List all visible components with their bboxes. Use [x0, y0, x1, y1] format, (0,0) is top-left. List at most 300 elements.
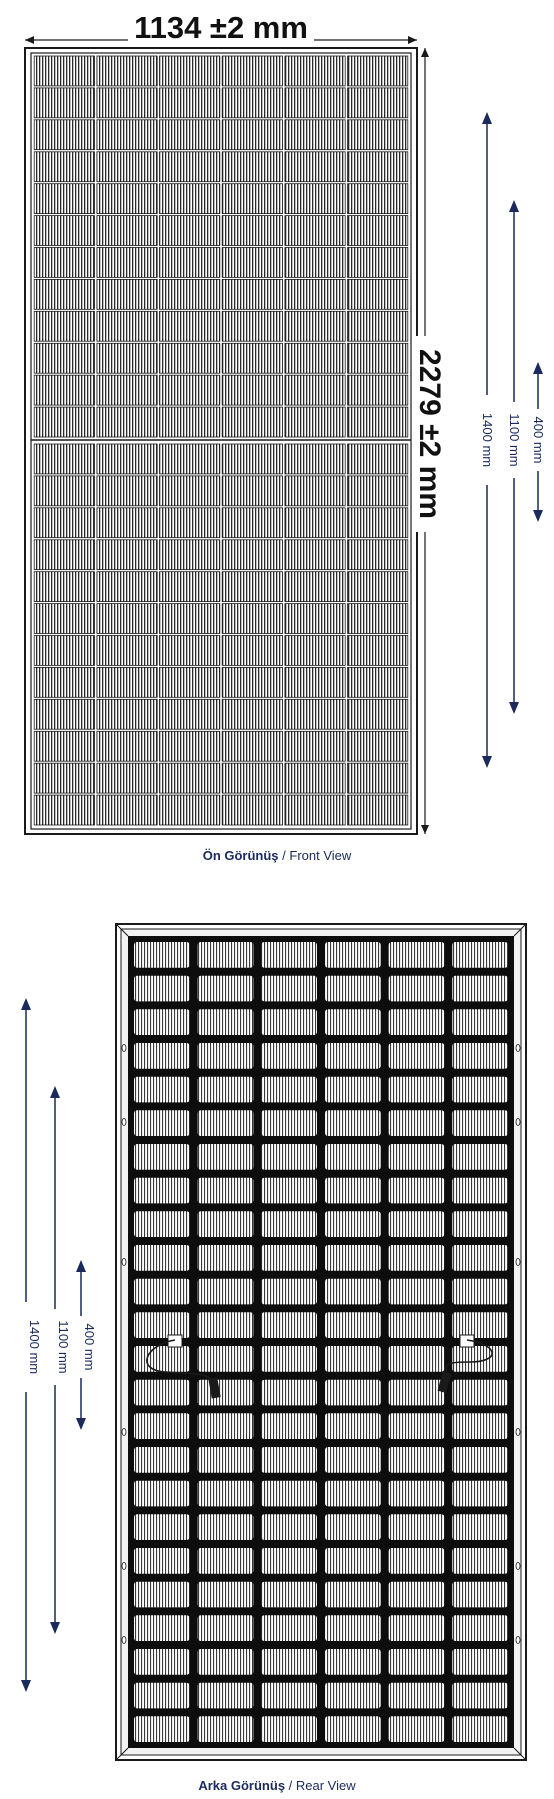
rear-view	[18, 924, 526, 1760]
rear-cell	[261, 1346, 317, 1372]
rear-cell	[198, 1178, 254, 1204]
rear-cell	[198, 1548, 254, 1574]
rear-cell	[198, 1043, 254, 1069]
front-cell	[34, 88, 94, 118]
rear-cell	[389, 1615, 445, 1641]
front-cell	[222, 56, 282, 86]
front-caption-sep: /	[278, 848, 290, 863]
rear-cell	[325, 1178, 381, 1204]
front-cell	[97, 311, 157, 341]
rear-cell	[389, 1447, 445, 1473]
rear-cell	[198, 1312, 254, 1338]
front-dim-1100	[506, 200, 522, 714]
front-cell	[160, 636, 220, 666]
front-cell	[34, 731, 94, 761]
rear-dim-400-label: 400 mm	[82, 1323, 97, 1371]
front-cell	[285, 248, 345, 278]
mounting-hole	[122, 1259, 126, 1266]
rear-cell	[261, 1481, 317, 1507]
rear-cell	[134, 1043, 190, 1069]
rear-cell	[325, 1514, 381, 1540]
front-cell	[97, 407, 157, 437]
rear-cell	[198, 1077, 254, 1103]
front-height-label: 2279 ±2 mm	[413, 349, 446, 519]
front-cell	[97, 636, 157, 666]
rear-cell	[134, 1514, 190, 1540]
front-cell	[34, 343, 94, 373]
front-cell	[97, 508, 157, 538]
rear-cell	[134, 1178, 190, 1204]
front-cell	[34, 795, 94, 825]
mounting-hole	[122, 1563, 126, 1570]
rear-cell	[134, 1279, 190, 1305]
rear-cell	[198, 1683, 254, 1709]
front-cell	[34, 216, 94, 246]
front-cell	[34, 699, 94, 729]
front-cell	[348, 311, 408, 341]
rear-dim-1400	[18, 998, 42, 1692]
front-cell	[34, 540, 94, 570]
front-cell	[348, 699, 408, 729]
rear-cell	[261, 1077, 317, 1103]
rear-cell	[198, 1514, 254, 1540]
front-cell	[160, 604, 220, 634]
rear-cell	[452, 1481, 508, 1507]
rear-cell	[198, 1380, 254, 1406]
front-cell	[222, 667, 282, 697]
front-cell	[222, 540, 282, 570]
rear-dim-1100-label: 1100 mm	[56, 1320, 71, 1374]
rear-cell	[325, 1077, 381, 1103]
rear-cell	[389, 1178, 445, 1204]
mounting-hole	[122, 1045, 126, 1052]
rear-cell	[389, 1716, 445, 1742]
front-cell	[222, 407, 282, 437]
front-cell	[285, 731, 345, 761]
rear-cell	[325, 1144, 381, 1170]
rear-cell	[261, 976, 317, 1002]
front-cell	[348, 279, 408, 309]
rear-cell	[134, 1582, 190, 1608]
front-cell	[285, 88, 345, 118]
front-cell	[285, 279, 345, 309]
rear-cell	[389, 1245, 445, 1271]
front-cell	[160, 152, 220, 182]
rear-cell	[134, 1245, 190, 1271]
rear-cell	[325, 1279, 381, 1305]
front-cell	[285, 699, 345, 729]
rear-cell	[134, 1144, 190, 1170]
mounting-hole	[122, 1119, 126, 1126]
front-cell	[348, 444, 408, 474]
rear-cell	[452, 1615, 508, 1641]
front-cell	[34, 152, 94, 182]
rear-cell	[325, 976, 381, 1002]
rear-cell	[325, 1716, 381, 1742]
front-cell	[97, 540, 157, 570]
front-cell	[97, 56, 157, 86]
rear-cell	[134, 1683, 190, 1709]
front-cell	[160, 407, 220, 437]
front-cell	[97, 152, 157, 182]
front-cell	[285, 311, 345, 341]
rear-cell	[389, 1043, 445, 1069]
rear-cell	[452, 1077, 508, 1103]
rear-cell	[389, 942, 445, 968]
rear-cell	[198, 1245, 254, 1271]
front-cell	[160, 120, 220, 150]
front-cell	[285, 216, 345, 246]
front-cell	[222, 795, 282, 825]
rear-cell	[261, 1009, 317, 1035]
front-cell	[97, 795, 157, 825]
front-cell	[34, 476, 94, 506]
rear-cell	[452, 1279, 508, 1305]
rear-cell	[198, 1481, 254, 1507]
front-cell	[97, 763, 157, 793]
front-cell	[160, 540, 220, 570]
rear-cell	[325, 1245, 381, 1271]
rear-cell	[261, 1716, 317, 1742]
front-cell	[34, 120, 94, 150]
front-cell	[222, 120, 282, 150]
rear-cell	[134, 1716, 190, 1742]
rear-cell	[261, 1279, 317, 1305]
front-cell	[348, 795, 408, 825]
rear-cell	[261, 1582, 317, 1608]
front-cell	[97, 375, 157, 405]
rear-cell	[389, 1481, 445, 1507]
rear-cell	[389, 1110, 445, 1136]
front-cell	[160, 375, 220, 405]
rear-cell	[261, 1447, 317, 1473]
front-view-caption	[0, 848, 554, 863]
rear-cell	[261, 1649, 317, 1675]
rear-cell	[389, 1211, 445, 1237]
front-cell	[222, 731, 282, 761]
rear-cell	[325, 1548, 381, 1574]
front-cell	[97, 120, 157, 150]
front-cell	[222, 279, 282, 309]
front-cell	[160, 476, 220, 506]
front-cell	[222, 184, 282, 214]
rear-cell	[325, 1211, 381, 1237]
rear-dim-400	[73, 1260, 97, 1430]
rear-cell	[389, 976, 445, 1002]
rear-cell	[325, 1380, 381, 1406]
rear-cell	[261, 1312, 317, 1338]
rear-cell	[389, 1548, 445, 1574]
front-cell	[34, 248, 94, 278]
front-caption-en: Front View	[289, 848, 352, 863]
front-cell	[34, 636, 94, 666]
front-cell	[34, 444, 94, 474]
rear-cell	[134, 1447, 190, 1473]
front-cell	[97, 444, 157, 474]
rear-cell	[389, 1144, 445, 1170]
front-cell	[34, 56, 94, 86]
rear-view-caption	[0, 1778, 554, 1793]
front-width-dimension	[25, 10, 417, 46]
rear-cell	[452, 942, 508, 968]
front-cell	[348, 540, 408, 570]
front-cell	[348, 731, 408, 761]
rear-cell	[198, 1649, 254, 1675]
front-cell	[285, 56, 345, 86]
rear-cell	[325, 1413, 381, 1439]
rear-cell	[452, 1649, 508, 1675]
rear-cell	[389, 1009, 445, 1035]
rear-cell	[452, 1683, 508, 1709]
front-cell	[97, 731, 157, 761]
rear-cell	[134, 1481, 190, 1507]
front-cell	[97, 216, 157, 246]
rear-cell	[452, 1178, 508, 1204]
front-cell	[160, 279, 220, 309]
rear-cell	[134, 1009, 190, 1035]
rear-cell	[261, 1245, 317, 1271]
front-caption-tr: Ön Görünüş	[202, 848, 279, 863]
rear-cell	[452, 1413, 508, 1439]
front-cell	[160, 795, 220, 825]
front-cell	[285, 572, 345, 602]
rear-cell	[261, 1615, 317, 1641]
rear-cell	[325, 1447, 381, 1473]
rear-cell	[261, 1043, 317, 1069]
front-cell	[160, 508, 220, 538]
rear-cell	[452, 1211, 508, 1237]
mounting-hole	[516, 1045, 520, 1052]
front-cell	[34, 572, 94, 602]
rear-cell	[134, 1615, 190, 1641]
front-cell	[348, 763, 408, 793]
rear-cell	[134, 942, 190, 968]
rear-cell	[261, 1178, 317, 1204]
rear-cell	[134, 1346, 190, 1372]
front-cell	[348, 120, 408, 150]
rear-cell	[452, 1346, 508, 1372]
rear-cell	[325, 1615, 381, 1641]
rear-cell	[261, 1548, 317, 1574]
rear-cell	[452, 1582, 508, 1608]
front-cell	[34, 407, 94, 437]
rear-cell	[261, 1413, 317, 1439]
front-cell	[222, 311, 282, 341]
front-cell	[160, 699, 220, 729]
rear-cell	[134, 1649, 190, 1675]
rear-cell	[325, 1649, 381, 1675]
mounting-hole	[516, 1637, 520, 1644]
rear-cell	[452, 976, 508, 1002]
rear-cell	[198, 976, 254, 1002]
rear-cell	[325, 942, 381, 968]
mounting-hole	[122, 1637, 126, 1644]
front-cell	[97, 88, 157, 118]
rear-cell	[198, 1413, 254, 1439]
rear-cell	[198, 942, 254, 968]
front-cell	[97, 184, 157, 214]
front-cell	[348, 508, 408, 538]
front-cell	[348, 152, 408, 182]
front-cell	[97, 476, 157, 506]
rear-cell	[325, 1110, 381, 1136]
front-cell	[160, 248, 220, 278]
front-cell	[34, 508, 94, 538]
front-cell	[222, 572, 282, 602]
front-cell	[222, 604, 282, 634]
rear-cell	[389, 1413, 445, 1439]
rear-cell	[134, 976, 190, 1002]
front-cell	[160, 444, 220, 474]
front-cell	[348, 375, 408, 405]
front-cell	[160, 763, 220, 793]
front-cell	[222, 152, 282, 182]
front-cell	[160, 56, 220, 86]
rear-cell	[389, 1582, 445, 1608]
front-cell	[97, 248, 157, 278]
front-cell	[285, 476, 345, 506]
mounting-hole	[516, 1119, 520, 1126]
rear-dim-1100	[47, 1086, 71, 1634]
rear-cell	[389, 1514, 445, 1540]
front-cell	[348, 88, 408, 118]
front-cell	[222, 216, 282, 246]
rear-cell	[134, 1211, 190, 1237]
front-cell	[348, 604, 408, 634]
rear-cell	[198, 1346, 254, 1372]
rear-cell	[452, 1312, 508, 1338]
front-cell	[222, 248, 282, 278]
rear-cell	[452, 1110, 508, 1136]
front-cell	[97, 343, 157, 373]
mounting-hole	[516, 1429, 520, 1436]
front-dim-1100-label: 1100 mm	[507, 413, 522, 467]
front-cell	[348, 343, 408, 373]
front-cell	[97, 699, 157, 729]
rear-cell	[325, 1481, 381, 1507]
rear-cell	[452, 1144, 508, 1170]
front-cell	[97, 667, 157, 697]
rear-cell	[198, 1582, 254, 1608]
front-cell	[97, 279, 157, 309]
rear-cell	[325, 1346, 381, 1372]
rear-caption-en: Rear View	[295, 1778, 356, 1793]
front-cell	[160, 184, 220, 214]
rear-cell	[261, 1683, 317, 1709]
front-cell	[348, 184, 408, 214]
front-cell	[34, 279, 94, 309]
front-cell	[348, 572, 408, 602]
rear-cell	[134, 1380, 190, 1406]
front-cell	[34, 311, 94, 341]
front-cell	[97, 572, 157, 602]
front-cell	[160, 572, 220, 602]
rear-cell	[389, 1077, 445, 1103]
front-cell	[285, 152, 345, 182]
front-cell	[222, 343, 282, 373]
rear-cell	[198, 1144, 254, 1170]
rear-cell	[134, 1110, 190, 1136]
mounting-hole	[516, 1563, 520, 1570]
mounting-hole	[122, 1429, 126, 1436]
front-cell	[348, 476, 408, 506]
front-cell	[348, 248, 408, 278]
front-dim-1400	[479, 112, 495, 768]
rear-cell	[134, 1413, 190, 1439]
rear-cell	[261, 1380, 317, 1406]
rear-cell	[389, 1312, 445, 1338]
front-width-label: 1134 ±2 mm	[134, 10, 308, 45]
front-dim-400	[530, 362, 546, 522]
front-cell	[160, 88, 220, 118]
rear-cell	[134, 1077, 190, 1103]
rear-cell	[261, 1144, 317, 1170]
rear-caption-sep: /	[285, 1778, 296, 1793]
rear-cell	[452, 1043, 508, 1069]
front-cell	[160, 216, 220, 246]
rear-cell	[261, 1514, 317, 1540]
front-cell	[222, 444, 282, 474]
rear-cell	[325, 1683, 381, 1709]
rear-cell	[452, 1380, 508, 1406]
rear-cell	[198, 1716, 254, 1742]
front-cell	[222, 636, 282, 666]
rear-cell	[452, 1447, 508, 1473]
rear-cell	[325, 1582, 381, 1608]
front-cell	[285, 120, 345, 150]
mounting-hole	[516, 1259, 520, 1266]
front-cell	[285, 763, 345, 793]
front-cell	[222, 88, 282, 118]
rear-cell	[452, 1716, 508, 1742]
front-cell	[222, 375, 282, 405]
front-view	[25, 10, 546, 834]
rear-cell	[452, 1514, 508, 1540]
rear-cell	[452, 1548, 508, 1574]
front-cell	[34, 763, 94, 793]
front-cell	[285, 343, 345, 373]
front-cell	[285, 184, 345, 214]
front-cell	[160, 667, 220, 697]
rear-cell	[452, 1245, 508, 1271]
front-cell	[348, 407, 408, 437]
front-cell	[285, 540, 345, 570]
front-cell	[348, 216, 408, 246]
front-cell	[285, 407, 345, 437]
front-cell	[222, 699, 282, 729]
rear-cell	[134, 1312, 190, 1338]
rear-cell	[452, 1009, 508, 1035]
rear-cell	[134, 1548, 190, 1574]
front-cell	[285, 444, 345, 474]
front-cell	[285, 375, 345, 405]
front-cell	[285, 667, 345, 697]
front-cell	[34, 375, 94, 405]
rear-cell	[261, 1110, 317, 1136]
front-cell	[97, 604, 157, 634]
front-cell	[222, 763, 282, 793]
rear-cell	[389, 1346, 445, 1372]
rear-cell	[198, 1009, 254, 1035]
front-dim-400-label: 400 mm	[531, 416, 546, 464]
rear-cell	[198, 1279, 254, 1305]
rear-cell	[198, 1110, 254, 1136]
front-dim-1400-label: 1400 mm	[480, 412, 495, 468]
front-cell	[222, 508, 282, 538]
rear-cell	[389, 1279, 445, 1305]
rear-cell	[198, 1447, 254, 1473]
rear-cell	[325, 1009, 381, 1035]
